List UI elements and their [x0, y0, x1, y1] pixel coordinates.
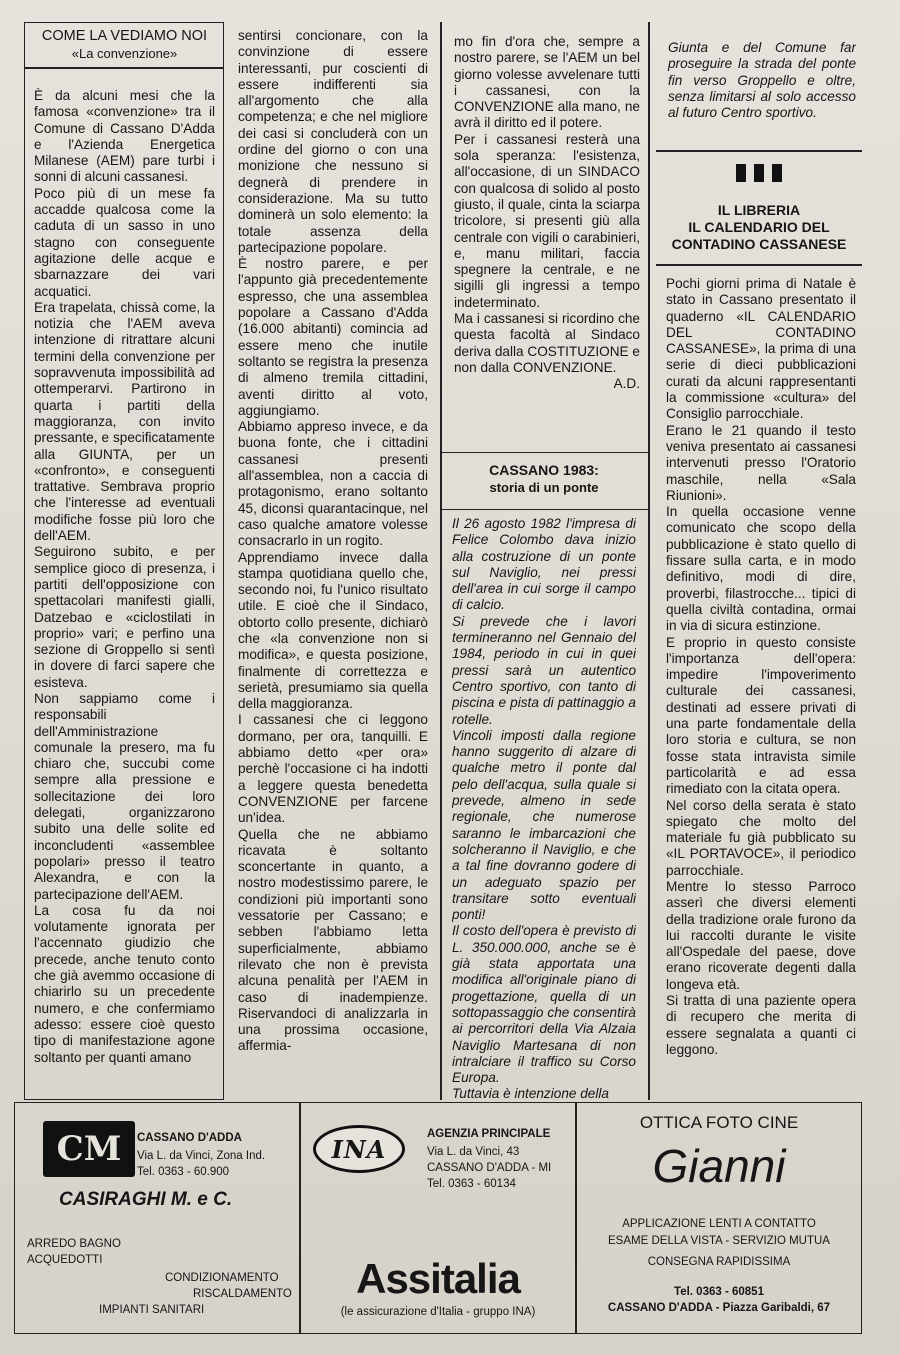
- ponte-subtitle: storia di un ponte: [489, 480, 599, 495]
- ad-agency: AGENZIA PRINCIPALE: [427, 1128, 551, 1140]
- paragraph: È nostro parere, e per l'appunto già precedentemente espresso, che una assemblea popolare a Cassano d'Adda (16.000 abitanti) comincia ad essere meno che inutile soltanto se registra la presenza di almeno tremila cittadini, aventi diritto al voto, aggiungiamo.: [238, 256, 428, 418]
- paragraph: Giunta e del Comune far proseguire la strada del ponte fin verso Groppello e oltre, senza limitarsi al solo accesso al futuro Centro sportivo.: [668, 40, 856, 121]
- ad-service: RISCALDAMENTO: [193, 1288, 292, 1300]
- ad-service: ACQUEDOTTI: [27, 1254, 103, 1266]
- ad-company-name: CASIRAGHI M. e C.: [59, 1189, 233, 1210]
- article-title: COME LA VEDIAMO NOI: [41, 28, 208, 44]
- article-convenzione-end: [454, 34, 640, 444]
- ponte-header-box: [440, 452, 648, 510]
- ad-address: Via L. da Vinci, Zona Ind.: [137, 1150, 266, 1162]
- article-header: [34, 28, 215, 62]
- column-divider: [440, 22, 442, 1100]
- paragraph: Mentre lo stesso Parroco asserì che diversi elementi della tradizione orale furono da lui raccolti durante le visite all'Ospedale del paese, dove erano ricoverate degenti dalla longeva età.: [666, 878, 856, 992]
- paragraph: Il 26 agosto 1982 l'impresa di Felice Colombo dava inizio alla costruzione di un ponte sul Naviglio, nei pressi dell'area in cui sorge il campo di calcio.: [452, 516, 636, 613]
- paragraph: Abbiamo appreso invece, e da buona fonte, che i cittadini cassanesi presenti all'assemblea, non a caccia di protagonismo, erano soltanto 45, diconsi quarantacinque, nel caso qualche amatore volesse consacrarlo in un rogito.: [238, 419, 428, 549]
- divider: [25, 67, 223, 69]
- ad-city: CASSANO D'ADDA: [137, 1132, 242, 1144]
- divider: [656, 150, 862, 152]
- article-convenzione: [24, 22, 224, 1100]
- paragraph: I cassanesi che ci leggono dormano, per ora, tanquilli. E abbiamo detto «per ora» perchè l'occasione ci ha indotti a leggere questa benedetta CONVENZIONE per farcene un'idea.: [238, 712, 428, 826]
- ad-assitalia: [300, 1102, 576, 1334]
- article-subtitle: «La convenzione»: [71, 46, 178, 61]
- ad-brand: Assitalia: [356, 1255, 520, 1302]
- ad-service: IMPIANTI SANITARI: [99, 1304, 205, 1316]
- paragraph: Era trapelata, chissà come, la notizia che l'AEM aveva intenzione di ritrattare alcuni termini della convenzione per sopravvenuta impossibilità ad ottemperarvi. Partirono in quarta i partiti della maggioranza, con invito pressante, e specificatamente alla GIUNTA, per un «confronto», e conseguenti trattative. Sembrava proprio che l'interesse ad eventuali modifiche fosse più loro che dell'AEM.: [34, 299, 215, 544]
- signature: A.D.: [613, 376, 640, 392]
- paragraph: Si tratta di una paziente opera di recupero che merita di essere segnalata a quanti ci leggono.: [666, 993, 856, 1057]
- paragraph: Per i cassanesi resterà una sola speranza: l'esistenza, all'occasione, di un SINDACO con qualcosa di solido al posto giusto, il quale, cinta la sciarpa tricolore, si presenti giù alla centrale con vigili o carabinieri, e, manu militari, faccia spegnere la centrale, e ne sigilli gli ingressi a tempo indeterminato.: [454, 131, 640, 310]
- libreria-title: CONTADINO CASSANESE: [671, 236, 847, 252]
- bullets-ornament: [656, 164, 862, 182]
- ad-phone: Tel. 0363 - 60.900: [137, 1166, 230, 1178]
- paragraph: Poco più di un mese fa accadde qualcosa come la caduta di un sasso in uno stagno con conseguente agitazione delle acque e sbarnazzare dei vari acquatici.: [34, 185, 215, 299]
- ina-logo: INA: [313, 1125, 405, 1173]
- paragraph: Erano le 21 quando il testo veniva presentato ai cassanesi intervenuti presso l'Oratorio maschile, nella «Sala Riunioni».: [666, 422, 856, 503]
- article-ponte: [452, 516, 636, 1100]
- ad-casiraghi: [14, 1102, 300, 1334]
- ad-service: ESAME DELLA VISTA - SERVIZIO MUTUA: [608, 1235, 830, 1247]
- paragraph: Vincoli imposti dalla regione hanno suggerito di alzare di qualche metro il ponte dal pelo dell'acqua, sulla quale si prevede, almeno in sede regionale, che numerose saranno le imbarcazioni che solcheranno il Naviglio, e che a tal fine dovranno godere di un adeguato spazio per transitare sotto eventuali ponti!: [452, 727, 636, 923]
- paragraph: E proprio in questo consiste l'importanza dell'opera: impedire l'impoverimento culturale dei cassanesi, destinati ad essere privati di una parte fondamentale della loro storia e cultura, se non fosse stata intravista simile particolarità e ad essa rimediato con la citata opera.: [666, 634, 856, 797]
- paragraph: Il costo dell'opera è previsto di L. 350.000.000, anche se è già stata apportata una modifica all'originale piano di progettazione, quella di un sottopassaggio che consentirà ai percorritori della Via Alzaia Naviglio Martesana di non intralciare il traffico su Corso Europa.: [452, 923, 636, 1086]
- ad-city: CASSANO D'ADDA - MI: [427, 1162, 552, 1174]
- paragraph: Seguirono subito, e per semplice gioco di presenza, i partiti dell'opposizione con spettacolari manifesti gialli, Datzebao e «ciclostilati in proprio» vari; e perfino una sezione di Groppello si sentì in dovere di farci sapere che esisteva.: [34, 544, 215, 690]
- libreria-header: [656, 164, 862, 260]
- column-divider: [648, 22, 650, 1100]
- paragraph: sentirsi concionare, con la convinzione di essere interessanti, pur coscienti di essere indifferenti sia all'argomento che alla competenza; e che nel migliore dei casi si concluderà con un ordine del giorno o con una monizione che nessuno si degnerà di prendere in considerazione. Ma su tutto dominerà un solo elemento: la totale assenza della partecipazione popolare.: [238, 28, 428, 255]
- divider: [656, 264, 862, 266]
- ad-ottica-gianni: [576, 1102, 862, 1334]
- paragraph: È da alcuni mesi che la famosa «convenzione» tra il Comune di Cassano D'Adda e l'Azienda Energetica Milanese (AEM) pare turbi i sonni di alcuni cassanesi.: [34, 88, 215, 185]
- paragraph: Nel corso della serata è stato spiegato che molto del materiale fu già pubblicato su «IL PORTAVOCE», il periodico parrocchiale.: [666, 797, 856, 878]
- ad-address: Via L. da Vinci, 43: [427, 1146, 520, 1158]
- ad-top-line: OTTICA FOTO CINE: [639, 1113, 799, 1132]
- paragraph: Ma i cassanesi si ricordino che questa facoltà al Sindaco deriva dalla COSTITUZIONE e non dalla CONVENZIONE.: [454, 311, 640, 375]
- paragraph: Tuttavia è intenzione della: [452, 1086, 609, 1100]
- ad-phone: Tel. 0363 - 60134: [427, 1178, 516, 1190]
- paragraph: Non sappiamo come i responsabili dell'Amministrazione comunale la presero, ma fu chiaro che, succubi come sempre alla pressione e sollecitazione dei loro delegati, organizzarono subito una delle solite ed inconcludenti «assemblee popolari» presso il teatro Alexandra, e con la partecipazione dell'AEM.: [34, 690, 215, 902]
- libreria-title: IL LIBRERIA: [717, 202, 801, 218]
- paragraph: In quella occasione venne comunicato che scopo della pubblicazione è stato quello di fissare sulla carta, e in modo definitivo, modi di dire, proverbi, filastrocche... tipici di quella civiltà contadina, ormai in via di sicura estinzione.: [666, 504, 856, 634]
- article-convenzione-continued: [238, 28, 428, 1100]
- paragraph: Si prevede che i lavori termineranno nel Gennaio del 1984, periodo in cui in quei pressi sarà un autentico Centro sportivo, con tanto di piscina e pista di pattinaggio a rotelle.: [452, 613, 636, 727]
- paragraph: La cosa fu da noi volutamente ignorata per l'accennato giudizio che precede, anche tenuto conto che già avemmo occasione di chiarirlo su un precedente numero, e che confermiamo adesso: essere cioè questo tipo di manifestazione agone soltanto per quanti amano: [34, 902, 215, 1065]
- paragraph: Apprendiamo invece dalla stampa quotidiana quello che, secondo noi, fu l'unico risultato utile. E cioè che il Sindaco, obtorto collo presente, dichiarò che «la convenzione non si modifica», e questa posizione, finalmente di correttezza e serietà, presumiamo sia quella della maggioranza.: [238, 549, 428, 712]
- paragraph: Quella che ne abbiamo ricavata è soltanto sconcertante in quanto, a nostro modestissimo parere, le condizioni più importanti sono vessatorie per Cassano; e sebben l'abbiamo letta superficialmente, abbiamo rilevato che non è prevista alcuna penalità per l'AEM in caso di inadempienze. Riservandoci di analizzarla in una prossima occasione, affermia-: [238, 826, 428, 1054]
- ad-service: CONSEGNA RAPIDISSIMA: [647, 1256, 791, 1268]
- ad-shop-name: Gianni: [652, 1140, 786, 1192]
- ad-tagline: (le assicurazione d'Italia - gruppo INA): [340, 1306, 536, 1318]
- libreria-title: IL CALENDARIO DEL: [688, 219, 830, 235]
- article-ponte-end: [664, 40, 856, 144]
- ad-service: APPLICAZIONE LENTI A CONTATTO: [622, 1218, 816, 1230]
- ad-address: CASSANO D'ADDA - Piazza Garibaldi, 67: [607, 1302, 831, 1314]
- ponte-title: CASSANO 1983:: [489, 462, 599, 478]
- casiraghi-logo: CM: [43, 1121, 135, 1177]
- paragraph: mo fin d'ora che, sempre a nostro parere, se l'AEM un bel giorno volesse avvelenare tutti i cassanesi, con la CONVENZIONE alla mano, ne avrà il diritto ed il potere.: [454, 34, 640, 131]
- article-calendario: [666, 276, 856, 1100]
- ad-service: CONDIZIONAMENTO: [165, 1272, 279, 1284]
- ad-service: ARREDO BAGNO: [27, 1238, 121, 1250]
- ad-phone: Tel. 0363 - 60851: [674, 1286, 764, 1298]
- paragraph: Pochi giorni prima di Natale è stato in Cassano presentato il quaderno «IL CALENDARIO DEL CONTADINO CASSANESE», la prima di una serie di dieci pubblicazioni curati da alcuni rappresentanti la commissione «cultura» del Consiglio parrocchiale.: [666, 276, 856, 422]
